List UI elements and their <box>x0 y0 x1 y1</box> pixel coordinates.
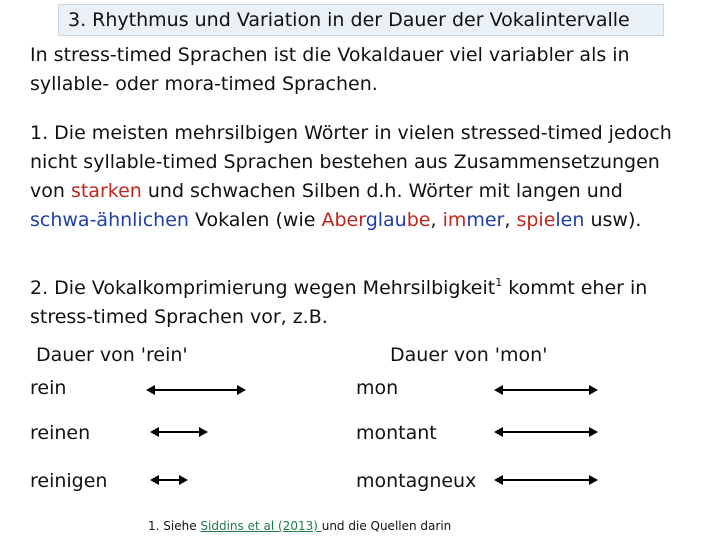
right-column-header: Dauer von 'mon' <box>390 344 548 366</box>
slide-title: 3. Rhythmus und Variation in der Dauer der Vokalintervalle <box>58 4 664 36</box>
left-word: rein <box>30 377 67 399</box>
duration-arrow-icon <box>494 473 598 487</box>
example-weak-part: len <box>555 209 585 231</box>
point-2-text: 2. Die Vokalkomprimierung wegen Mehrsilbigkeit <box>30 277 496 299</box>
duration-arrow-icon <box>146 383 246 397</box>
separator: , <box>430 209 443 231</box>
example-strong-part: im <box>442 209 467 231</box>
footnote-marker: 1 <box>495 276 503 289</box>
point-1-text: Vokalen (wie <box>188 209 322 231</box>
right-word: mon <box>356 377 399 399</box>
example-strong-part: Aber <box>321 209 366 231</box>
example-weak-part: glau <box>365 209 407 231</box>
left-column-header: Dauer von 'rein' <box>36 344 188 366</box>
duration-arrow-icon <box>494 383 598 397</box>
duration-arrow-icon <box>150 473 188 487</box>
example-strong-part: spie <box>516 209 556 231</box>
example-weak-part: mer <box>466 209 505 231</box>
example-strong-part: be <box>406 209 431 231</box>
left-word: reinen <box>30 422 91 444</box>
intro-paragraph: In stress-timed Sprachen ist die Vokaldauer viel variabler als in syllable- oder mora-timed Sprachen. <box>30 44 630 95</box>
strong-syllable-term: starken <box>70 180 142 202</box>
point-1-text: und schwachen Silben d.h. Wörter mit langen und <box>141 180 623 202</box>
point-1-paragraph <box>30 119 690 235</box>
duration-arrow-icon <box>494 425 598 439</box>
right-word: montagneux <box>356 470 477 492</box>
point-1-text: usw). <box>584 209 642 231</box>
separator: , <box>504 209 517 231</box>
citation-link[interactable]: Siddins et al (2013) <box>200 519 322 533</box>
footnote <box>148 518 451 534</box>
footnote-text: 1. Siehe <box>148 519 201 533</box>
schwa-term: schwa-ähnlichen <box>30 209 189 231</box>
right-word: montant <box>356 422 437 444</box>
left-word: reinigen <box>30 470 108 492</box>
duration-arrow-icon <box>150 425 208 439</box>
point-1-text: 1. Die meisten mehrsilbigen Wörter in vielen stressed-timed jedoch nicht syllable-timed Sprachen bestehen aus Zusammensetzungen von <box>30 122 672 202</box>
footnote-text: und die Quellen darin <box>321 519 452 533</box>
point-2-text: kommt eher in stress-timed Sprachen vor, z.B. <box>30 277 648 328</box>
point-2-paragraph <box>30 274 690 332</box>
